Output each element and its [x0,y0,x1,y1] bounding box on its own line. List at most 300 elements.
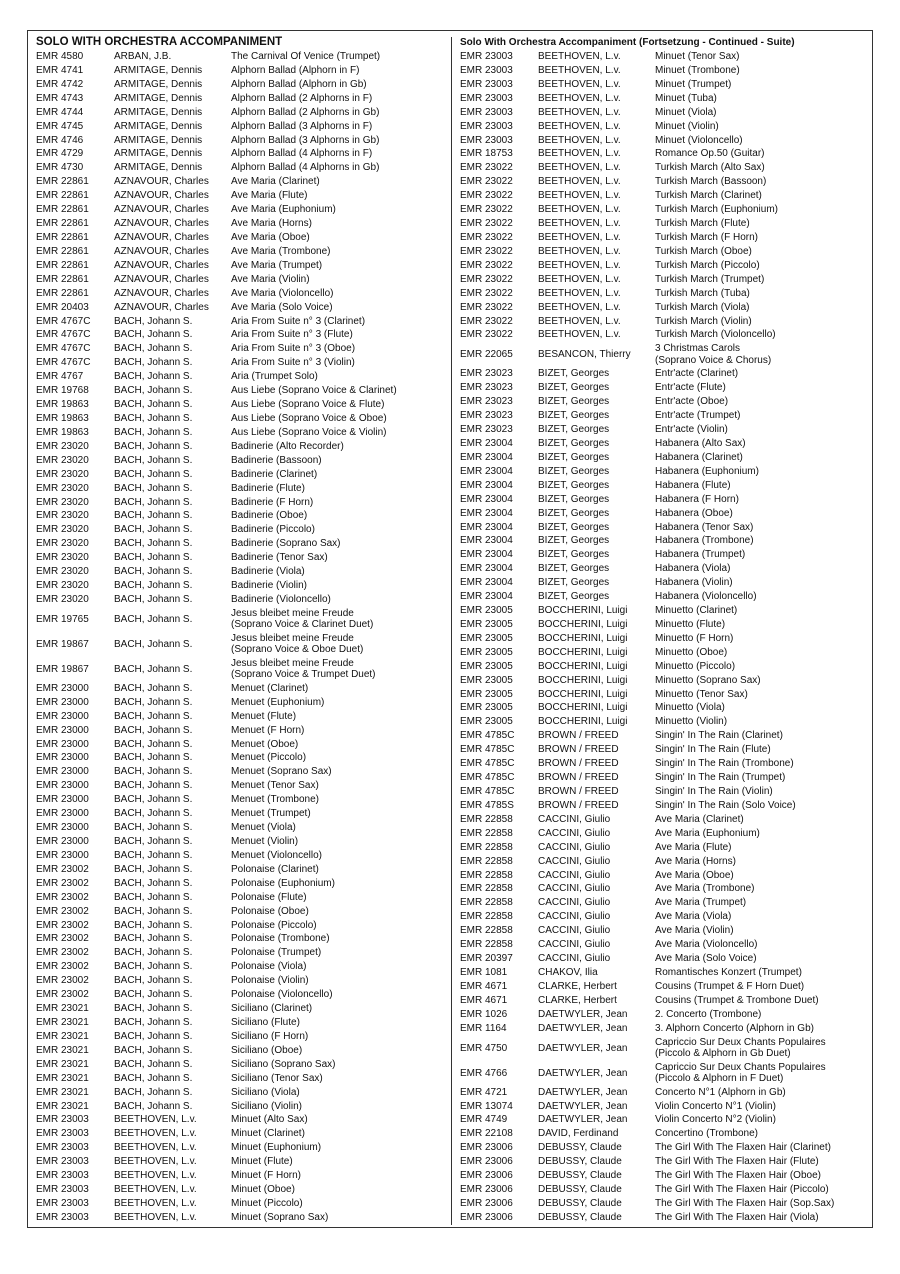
work-title-line: Minuetto (Soprano Sax) [655,674,761,686]
catalog-number: EMR 23022 [460,204,513,216]
catalog-entry [460,701,872,715]
catalog-number: EMR 4721 [460,1086,508,1098]
catalog-number: EMR 4742 [36,78,84,90]
catalog-entry [36,175,446,189]
work-title-line: Menuet (Tenor Sax) [231,780,319,792]
catalog-number: EMR 23003 [460,134,513,146]
catalog-entry [36,412,446,426]
work-title-line: Menuet (Violin) [231,836,299,848]
catalog-number: EMR 4767C [36,343,91,355]
composer-name: BACH, Johann S. [114,933,193,945]
work-title-line: Minuetto (Oboe) [655,646,728,658]
composer-name: BIZET, Georges [538,493,610,505]
catalog-number: EMR 4767C [36,329,91,341]
work-title-line: Siciliano (Soprano Sax) [231,1058,336,1070]
composer-name: BACH, Johann S. [114,613,193,625]
work-title [655,451,872,465]
catalog-entry [36,315,446,329]
work-title [231,147,446,161]
catalog-entry [36,751,446,765]
catalog-entry [36,342,446,356]
work-title-line: The Girl With The Flaxen Hair (Flute) [655,1156,819,1168]
catalog-number: EMR 23022 [460,190,513,202]
catalog-number: EMR 23021 [36,1044,89,1056]
work-title [655,576,872,590]
work-title-line: Ave Maria (Viola) [655,911,732,923]
catalog-entry [36,356,446,370]
work-title-line: Polonaise (Trombone) [231,933,330,945]
work-title-line: Aria (Trumpet Solo) [231,371,318,383]
work-title [231,301,446,315]
composer-name: DAETWYLER, Jean [538,1086,628,1098]
work-title-line: Entr'acte (Oboe) [655,396,729,408]
catalog-number: EMR 23005 [460,632,513,644]
work-title [655,1100,872,1114]
work-title [655,287,872,301]
work-title-line: Ave Maria (Clarinet) [655,813,744,825]
work-title [231,821,446,835]
work-title [231,905,446,919]
work-title-line: Siciliano (F Horn) [231,1030,309,1042]
composer-name: BEETHOVEN, L.v. [538,329,621,341]
work-title-subline: (Piccolo & Alphorn in Gb Duet) [655,1048,791,1060]
work-title [231,426,446,440]
catalog-entry [36,245,446,259]
work-title-line: Ave Maria (Violin) [231,273,310,285]
catalog-number: EMR 23006 [460,1197,513,1209]
work-title-line: Turkish March (Bassoon) [655,176,767,188]
catalog-entry [460,1127,872,1141]
work-title-line: Alphorn Ballad (Alphorn in Gb) [231,78,367,90]
work-title-line: Singin' In The Rain (Violin) [655,786,773,798]
composer-name: BACH, Johann S. [114,710,193,722]
work-title-line: Ave Maria (Solo Voice) [655,953,757,965]
composer-name: BACH, Johann S. [114,780,193,792]
catalog-entry [460,938,872,952]
catalog-entry [460,785,872,799]
composer-name: BACH, Johann S. [114,496,193,508]
work-title [655,590,872,604]
catalog-entry [460,1155,872,1169]
work-title-line: Aria From Suite n° 3 (Flute) [231,329,353,341]
work-title-line: Turkish March (F Horn) [655,231,758,243]
composer-name: BACH, Johann S. [114,385,193,397]
catalog-number: EMR 23000 [36,822,89,834]
catalog-entry [36,565,446,579]
work-title [231,259,446,273]
work-title-line: Polonaise (Viola) [231,961,307,973]
work-title-line: Menuet (Trumpet) [231,808,311,820]
work-title [231,203,446,217]
work-title [655,381,872,395]
catalog-entry [460,757,872,771]
composer-name: BOCCHERINI, Luigi [538,702,628,714]
catalog-entry [36,1211,446,1225]
work-title [655,175,872,189]
work-title-line: Ave Maria (Euphonium) [231,204,336,216]
catalog-number: EMR 23003 [36,1197,89,1209]
catalog-entry [36,482,446,496]
work-title-line: Aus Liebe (Soprano Voice & Oboe) [231,412,387,424]
catalog-entry [36,821,446,835]
composer-name: BACH, Johann S. [114,849,193,861]
work-title-line: Siciliano (Clarinet) [231,1003,313,1015]
work-title-line: Polonaise (Oboe) [231,905,309,917]
work-title [231,1141,446,1155]
catalog-entry [460,78,872,92]
work-title [231,863,446,877]
work-title-line: Polonaise (Violoncello) [231,989,333,1001]
catalog-number: EMR 23000 [36,808,89,820]
catalog-entry [36,203,446,217]
work-title [655,966,872,980]
catalog-number: EMR 23020 [36,440,89,452]
catalog-number: EMR 22858 [460,869,513,881]
work-title [655,189,872,203]
work-title [231,1100,446,1114]
catalog-entry [460,106,872,120]
catalog-number: EMR 4785C [460,758,515,770]
composer-name: DEBUSSY, Claude [538,1184,622,1196]
composer-name: BACH, Johann S. [114,343,193,355]
composer-name: BACH, Johann S. [114,538,193,550]
work-title-line: Alphorn Ballad (4 Alphorns in Gb) [231,162,380,174]
catalog-entry [460,1061,872,1086]
work-title-line: Ave Maria (Horns) [231,218,312,230]
work-title [231,1113,446,1127]
catalog-number: EMR 23000 [36,780,89,792]
work-title [655,757,872,771]
catalog-entry [460,64,872,78]
work-title-line: Polonaise (Violin) [231,975,309,987]
work-title [655,493,872,507]
work-title [231,106,446,120]
composer-name: BIZET, Georges [538,591,610,603]
catalog-entry [460,395,872,409]
catalog-number: EMR 23022 [460,315,513,327]
work-title [231,370,446,384]
catalog-entry [460,715,872,729]
catalog-entry [460,924,872,938]
work-title [655,409,872,423]
work-title [231,988,446,1002]
catalog-number: EMR 18753 [460,148,513,160]
work-title [655,423,872,437]
work-title [655,548,872,562]
work-title-line: Ave Maria (Clarinet) [231,176,320,188]
composer-name: BEETHOVEN, L.v. [538,134,621,146]
composer-name: BROWN / FREED [538,772,619,784]
work-title-line: Polonaise (Euphonium) [231,877,335,889]
work-title-line: Minuet (Tenor Sax) [655,51,740,62]
catalog-entry [36,301,446,315]
catalog-entry [36,147,446,161]
composer-name: BACH, Johann S. [114,1072,193,1084]
composer-name: ARMITAGE, Dennis [114,120,203,132]
composer-name: BIZET, Georges [538,535,610,547]
work-title [655,952,872,966]
composer-name: BACH, Johann S. [114,1030,193,1042]
catalog-entry [460,1086,872,1100]
catalog-entry [36,607,446,632]
catalog-number: EMR 23020 [36,552,89,564]
composer-name: BACH, Johann S. [114,638,193,650]
catalog-entry [36,454,446,468]
composer-name: BEETHOVEN, L.v. [538,148,621,160]
work-title-line: Entr'acte (Violin) [655,424,728,436]
catalog-entry [36,974,446,988]
catalog-number: EMR 4785C [460,786,515,798]
catalog-entry [460,604,872,618]
work-title-line: Habanera (Oboe) [655,507,733,519]
composer-name: BACH, Johann S. [114,1058,193,1070]
catalog-entry [36,231,446,245]
work-title-line: Turkish March (Violoncello) [655,329,776,341]
catalog-entry [460,1036,872,1061]
composer-name: BOCCHERINI, Luigi [538,660,628,672]
composer-name: BIZET, Georges [538,563,610,575]
catalog-number: EMR 22858 [460,939,513,951]
work-title-line: Habanera (F Horn) [655,493,739,505]
work-title-line: Singin' In The Rain (Clarinet) [655,730,783,742]
work-title [655,827,872,841]
catalog-number: EMR 23002 [36,877,89,889]
catalog-entry [36,496,446,510]
catalog-entry [460,980,872,994]
work-title-line: The Girl With The Flaxen Hair (Oboe) [655,1170,821,1182]
catalog-entry [36,779,446,793]
catalog-entry [460,273,872,287]
work-title-line: Minuet (Flute) [231,1156,293,1168]
catalog-entry [460,646,872,660]
work-title [655,882,872,896]
catalog-entry [36,863,446,877]
work-title [231,509,446,523]
catalog-number: EMR 23002 [36,947,89,959]
work-title-line: Minuet (Violin) [655,120,719,132]
catalog-entry [36,919,446,933]
catalog-entry [460,910,872,924]
work-title [655,869,872,883]
work-title-line: Badinerie (Violin) [231,580,307,592]
catalog-number: EMR 23004 [460,521,513,533]
catalog-number: EMR 23022 [460,162,513,174]
work-title [231,412,446,426]
work-title-line: Ave Maria (Oboe) [655,869,734,881]
composer-name: ARMITAGE, Dennis [114,134,203,146]
catalog-entry [460,451,872,465]
work-title [231,946,446,960]
catalog-number: EMR 22858 [460,841,513,853]
work-title [655,203,872,217]
work-title [655,1183,872,1197]
composer-name: BROWN / FREED [538,758,619,770]
composer-name: BOCCHERINI, Luigi [538,716,628,728]
catalog-entry [460,841,872,855]
catalog-number: EMR 4785C [460,772,515,784]
composer-name: BIZET, Georges [538,410,610,422]
catalog-entry [36,134,446,148]
catalog-number: EMR 4750 [460,1042,508,1054]
work-title [655,1141,872,1155]
catalog-entry [460,134,872,148]
catalog-number: EMR 23003 [460,92,513,104]
composer-name: AZNAVOUR, Charles [114,176,209,188]
composer-name: BOCCHERINI, Luigi [538,674,628,686]
work-title-line: Badinerie (Oboe) [231,510,308,522]
work-title [231,120,446,134]
work-title [655,1086,872,1100]
work-title-line: Aria From Suite n° 3 (Oboe) [231,343,356,355]
work-title [231,468,446,482]
catalog-number: EMR 23000 [36,849,89,861]
catalog-entry [460,203,872,217]
work-title [655,994,872,1008]
catalog-number: EMR 23023 [460,410,513,422]
catalog-entry [460,465,872,479]
work-title [655,534,872,548]
catalog-number: EMR 23003 [460,64,513,76]
catalog-entry [460,827,872,841]
composer-name: BROWN / FREED [538,786,619,798]
catalog-entry [36,849,446,863]
catalog-entry [460,534,872,548]
work-title-line: Badinerie (Tenor Sax) [231,552,328,564]
work-title-line: Menuet (Trombone) [231,794,319,806]
work-title-line: Minuetto (F Horn) [655,632,734,644]
work-title [231,891,446,905]
catalog-entry [36,1127,446,1141]
catalog-entry [460,521,872,535]
catalog-entry [36,92,446,106]
work-title [231,1044,446,1058]
composer-name: BEETHOVEN, L.v. [538,51,621,62]
catalog-entry [460,287,872,301]
catalog-entry [36,398,446,412]
work-title-line: Minuetto (Piccolo) [655,660,736,672]
work-title [655,896,872,910]
catalog-entry [460,328,872,342]
composer-name: AZNAVOUR, Charles [114,301,209,313]
composer-name: BEETHOVEN, L.v. [114,1211,197,1223]
work-title-line: Jesus bleibet meine Freude [231,607,354,619]
work-title [231,245,446,259]
work-title [655,231,872,245]
work-title-line: Minuet (Trumpet) [655,78,732,90]
work-title-line: The Girl With The Flaxen Hair (Viola) [655,1211,819,1223]
work-title-line: Singin' In The Rain (Trumpet) [655,772,786,784]
composer-name: BACH, Johann S. [114,357,193,369]
catalog-number: EMR 22065 [460,349,513,361]
composer-name: DEBUSSY, Claude [538,1211,622,1223]
work-title-line: Minuetto (Violin) [655,716,728,728]
composer-name: CACCINI, Giulio [538,841,611,853]
work-title-line: Ave Maria (Trombone) [655,883,755,895]
work-title-line: Capriccio Sur Deux Chants Populaires [655,1061,826,1073]
work-title [655,743,872,757]
work-title-line: Badinerie (Soprano Sax) [231,538,341,550]
catalog-number: EMR 23020 [36,496,89,508]
work-title [655,646,872,660]
catalog-entry [36,1044,446,1058]
catalog-number: EMR 23022 [460,301,513,313]
work-title-line: Minuet (Soprano Sax) [231,1211,329,1223]
work-title [655,604,872,618]
catalog-entry [36,1169,446,1183]
catalog-number: EMR 4767 [36,371,84,383]
catalog-entry [460,217,872,231]
work-title [655,1036,872,1061]
composer-name: BACH, Johann S. [114,947,193,959]
catalog-number: EMR 23002 [36,905,89,917]
catalog-entry [36,724,446,738]
catalog-entry [36,682,446,696]
catalog-entry [36,1113,446,1127]
composer-name: BEETHOVEN, L.v. [538,92,621,104]
composer-name: BACH, Johann S. [114,877,193,889]
work-title-line: Cousins (Trumpet & F Horn Duet) [655,980,805,992]
catalog-number: EMR 22858 [460,855,513,867]
work-title [231,579,446,593]
work-title [655,437,872,451]
work-title [231,523,446,537]
work-title [655,106,872,120]
work-title-line: Romantisches Konzert (Trumpet) [655,967,802,978]
right-entries [460,50,872,1225]
work-title-line: Minuet (Tuba) [655,92,717,104]
work-title-line: Alphorn Ballad (Alphorn in F) [231,64,360,76]
catalog-page [27,30,873,1228]
catalog-entry [36,384,446,398]
catalog-number: EMR 4746 [36,134,84,146]
work-title [231,593,446,607]
composer-name: DEBUSSY, Claude [538,1156,622,1168]
catalog-entry [36,1141,446,1155]
work-title-line: Badinerie (Piccolo) [231,524,315,536]
catalog-entry [36,1086,446,1100]
work-title [231,1211,446,1225]
catalog-number: EMR 23022 [460,273,513,285]
catalog-number: EMR 23023 [460,368,513,380]
catalog-number: EMR 23004 [460,535,513,547]
catalog-entry [460,409,872,423]
catalog-number: EMR 20397 [460,953,513,965]
catalog-entry [460,507,872,521]
catalog-entry [36,946,446,960]
catalog-entry [460,869,872,883]
catalog-number: EMR 23000 [36,766,89,778]
work-title-line: Cousins (Trumpet & Trombone Duet) [655,994,819,1006]
composer-name: BACH, Johann S. [114,808,193,820]
catalog-entry [36,960,446,974]
catalog-number: EMR 23000 [36,696,89,708]
composer-name: CHAKOV, Ilia [538,967,598,978]
work-title [231,1016,446,1030]
composer-name: BEETHOVEN, L.v. [538,231,621,243]
catalog-number: EMR 23006 [460,1211,513,1223]
catalog-number: EMR 23002 [36,989,89,1001]
catalog-number: EMR 23004 [460,479,513,491]
work-title-line: Violin Concerto N°2 (Violin) [655,1114,776,1126]
work-title [655,395,872,409]
catalog-entry [36,259,446,273]
work-title-line: The Girl With The Flaxen Hair (Sop.Sax) [655,1197,835,1209]
work-title [231,779,446,793]
composer-name: BACH, Johann S. [114,738,193,750]
work-title-line: Polonaise (Clarinet) [231,863,319,875]
work-title-line: Ave Maria (Trumpet) [655,897,747,909]
composer-name: BIZET, Georges [538,549,610,561]
